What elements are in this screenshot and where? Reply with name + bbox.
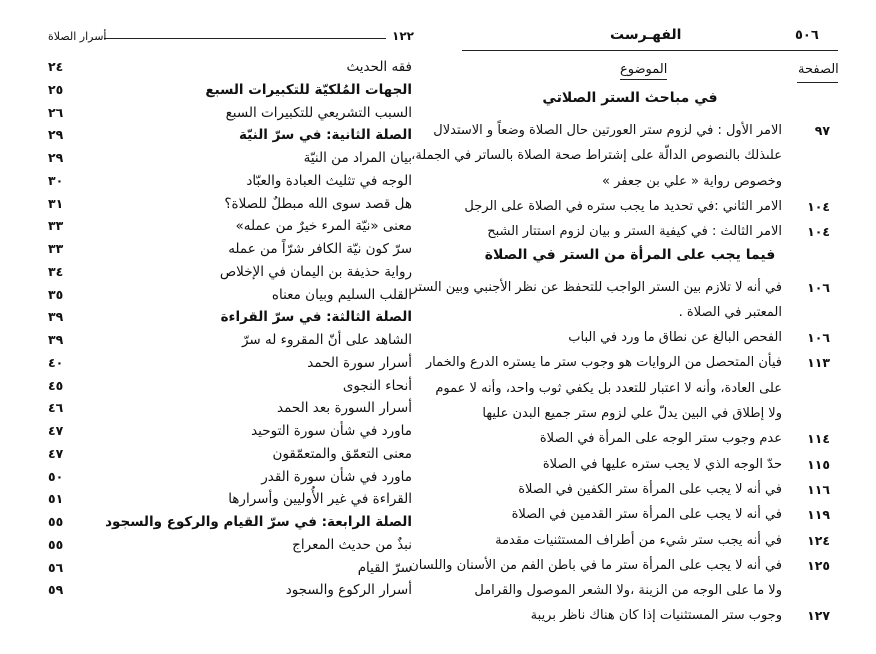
index-entry-line: في أنه لا يجب على المرأة ستر القدمين في الصلاة bbox=[511, 507, 782, 523]
index-entry-title: رواية حذيفة بن اليمان في الإخلاص bbox=[219, 263, 412, 280]
index-entry-line: عدم وجوب ستر الوجه على المرأة في الصلاة bbox=[539, 431, 782, 447]
index-entry bbox=[40, 511, 412, 533]
index-entry-page: ٢٦ bbox=[48, 104, 64, 120]
index-entry-title: الشاهد على أنّ المقروء له سرّ bbox=[241, 332, 412, 348]
index-entry-title bbox=[460, 452, 782, 477]
left-running-title: أسرار الصلاة bbox=[48, 30, 107, 43]
index-entry-page: ٥٥ bbox=[48, 514, 64, 529]
index-entry-title bbox=[460, 219, 782, 244]
index-entry-page: ١٠٦ bbox=[807, 279, 830, 295]
index-entry bbox=[455, 452, 830, 477]
index-entry bbox=[411, 118, 830, 194]
index-entry-title: أسرار سورة الحمد bbox=[307, 354, 412, 371]
index-entry-title bbox=[460, 426, 782, 451]
index-entry-page: ٥٥ bbox=[48, 536, 64, 552]
index-entry-title: الصلة الثانية: في سرّ النيّة bbox=[238, 127, 412, 144]
index-entry-page: ٢٩ bbox=[48, 127, 64, 143]
index-entry bbox=[455, 219, 830, 244]
index-entry-title bbox=[411, 118, 782, 194]
index-entry bbox=[40, 488, 412, 510]
index-entry bbox=[40, 147, 412, 169]
index-entry bbox=[455, 426, 830, 451]
index-entry bbox=[40, 420, 412, 442]
index-entry-line: في أنه لا تلازم بين الستر الواجب للتحفظ عن نظر الأجنبي وبين الستر bbox=[411, 279, 782, 295]
index-entry-page: ١١٤ bbox=[807, 431, 830, 447]
index-entry-page: ٣٠ bbox=[48, 172, 64, 188]
left-page-number: ١٢٢ bbox=[392, 29, 414, 43]
index-entry-page: ٢٩ bbox=[48, 150, 64, 165]
section-heading: في مباحث الستر الصلاتي bbox=[542, 90, 718, 106]
index-entry-title: نبذٌ من حديث المعراج bbox=[292, 536, 412, 553]
index-entry-line: في أنه لا يجب على المرأة ستر ما في باطن الفم من الأسنان واللسان bbox=[409, 557, 782, 573]
index-entry bbox=[40, 124, 412, 146]
index-entry bbox=[40, 215, 412, 237]
index-entry bbox=[409, 553, 830, 604]
index-entry-line: الفحص البالغ عن نطاق ما ورد في الباب bbox=[568, 330, 782, 346]
index-entry-page: ١١٥ bbox=[807, 456, 830, 472]
index-entry-page: ٣٤ bbox=[48, 263, 64, 279]
index-entry bbox=[40, 557, 412, 579]
column-header-page-underline bbox=[797, 82, 838, 83]
index-entry-page: ٥٠ bbox=[48, 468, 64, 484]
index-entry bbox=[40, 102, 412, 124]
index-entry-title bbox=[460, 194, 782, 219]
index-entry-page: ٥٦ bbox=[48, 559, 64, 575]
index-entry-page: ٣٣ bbox=[48, 241, 64, 256]
index-entry-title: سرّ كون نيّة الكافر شرّاً من عمله bbox=[228, 241, 412, 257]
index-entry-line: فيأن المتحصل من الروايات هو وجوب ستر ما يستره الدرع والخمار bbox=[425, 355, 782, 371]
section-heading: فيما يجب على المرأة من الستر في الصلاة bbox=[484, 246, 776, 263]
index-entry-page: ١٠٤ bbox=[807, 198, 830, 214]
index-entry-page: ١٢٥ bbox=[807, 557, 830, 573]
index-entry-title: معنى التعمّق والمتعمّقون bbox=[272, 445, 412, 462]
index-entry-title: هل قصد سوى الله مبطلٌ للصلاة؟ bbox=[224, 195, 412, 212]
index-entry-page: ١١٣ bbox=[807, 355, 830, 371]
index-entry-title: ماورد في شأن سورة القدر bbox=[261, 468, 412, 485]
index-entry-page: ٣٣ bbox=[48, 218, 64, 234]
index-entry bbox=[411, 275, 830, 326]
index-entry-title: سرّ القيام bbox=[357, 559, 412, 576]
index-entry bbox=[40, 238, 412, 260]
index-entry-page: ٢٥ bbox=[48, 81, 64, 97]
index-entry bbox=[40, 466, 412, 488]
index-entry-title: الجهات المُلكيّة للتكبيرات السبع bbox=[205, 81, 412, 98]
index-entry-line: حدّ الوجه الذي لا يجب ستره عليها في الصلاة bbox=[542, 456, 782, 472]
index-entry-page: ١٢٧ bbox=[807, 608, 830, 624]
index-entry-page: ٣١ bbox=[48, 195, 64, 211]
index-entry-page: ١١٦ bbox=[807, 481, 830, 497]
index-entry bbox=[455, 528, 830, 553]
index-entry-title bbox=[460, 528, 782, 553]
index-entry-page: ٩٧ bbox=[814, 123, 830, 138]
index-entry-page: ٢٤ bbox=[48, 59, 64, 74]
index-entry-line: وجوب ستر المستثنيات إذا كان هناك ناظر بريبة bbox=[530, 608, 782, 624]
index-entry-title bbox=[411, 275, 782, 326]
index-entry-line: الامر الثاني :في تحديد ما يجب ستره في الصلاة على الرجل bbox=[464, 198, 782, 214]
index-entry-title: أنحاء النجوى bbox=[342, 377, 412, 394]
index-entry bbox=[455, 603, 830, 628]
index-entry-title bbox=[425, 350, 782, 426]
index-entry-page: ١٠٤ bbox=[807, 224, 830, 240]
index-entry-page: ٤٧ bbox=[48, 423, 64, 438]
index-entry-line: الامر الثالث : في كيفية الستر و بيان لزوم استتار الشبح bbox=[487, 224, 782, 240]
index-entry-title: ماورد في شأن سورة التوحيد bbox=[251, 423, 412, 439]
index-entry-title bbox=[460, 603, 782, 628]
index-entry-title: فقه الحديث bbox=[346, 59, 412, 75]
index-entry-line: المعتبر في الصلاة . bbox=[678, 304, 782, 320]
index-entry-line: ولا إطلاق في البين يدلّ علي لزوم ستر جميع البدن عليها bbox=[482, 405, 782, 421]
index-entry-page: ١٢٤ bbox=[807, 532, 830, 548]
index-entry-page: ٣٩ bbox=[48, 332, 64, 347]
index-entry-page: ٤٧ bbox=[48, 445, 64, 461]
index-entry bbox=[40, 306, 412, 328]
index-entry-title: أسرار السورة بعد الحمد bbox=[277, 400, 412, 417]
index-entry bbox=[40, 56, 412, 78]
index-entry-title bbox=[409, 553, 782, 604]
right-page-number: ٥٠٦ bbox=[795, 28, 819, 43]
index-entry-title bbox=[460, 477, 782, 502]
index-entry bbox=[40, 375, 412, 397]
index-entry bbox=[40, 170, 412, 192]
index-entry-line: في أنه لا يجب على المرأة ستر الكفين في الصلاة bbox=[518, 481, 782, 497]
index-entry bbox=[40, 79, 412, 101]
index-entry-page: ٣٥ bbox=[48, 286, 64, 302]
index-entry-title: الصلة الثالثة: في سرّ القراءة bbox=[220, 309, 412, 326]
index-entry bbox=[40, 443, 412, 465]
index-entry bbox=[40, 352, 412, 374]
index-entry-title: الصلة الرابعة: في سرّ القيام والركوع والسجود bbox=[105, 514, 412, 530]
index-entry-title: القلب السليم وبيان معناه bbox=[271, 286, 412, 303]
index-entry-line: علىذلك بالنصوص الدالّة على إشتراط صحة الصلاة بالساتر في الجملة، bbox=[411, 148, 782, 164]
index-entry-line: على العادة، وأنه لا اعتبار للتعدد بل يكفي ثوب واحد، وأنه لا عموم bbox=[435, 380, 782, 396]
index-entry-line: ولا ما على الوجه من الزينة ،ولا الشعر الموصول والقرامل bbox=[474, 583, 782, 599]
index-entry-page: ٣٩ bbox=[48, 309, 64, 325]
right-running-title: الفهـرست bbox=[610, 27, 682, 43]
index-entry bbox=[425, 350, 830, 426]
index-entry bbox=[40, 397, 412, 419]
index-entry bbox=[40, 193, 412, 215]
index-entry bbox=[455, 325, 830, 350]
index-entry-title: بيان المراد من النيّة bbox=[303, 150, 412, 166]
column-header-topic: الموضوع bbox=[620, 62, 667, 80]
index-entry-title: القراءة في غير الأُوليين وأسرارها bbox=[228, 491, 412, 508]
index-entry bbox=[40, 579, 412, 601]
index-entry-page: ٤٦ bbox=[48, 400, 64, 416]
index-entry-title: الوجه في تثليث العبادة والعبّاد bbox=[246, 172, 412, 189]
index-entry-title bbox=[460, 325, 782, 350]
index-entry bbox=[455, 194, 830, 219]
left-header-rule bbox=[104, 38, 386, 39]
index-entry-page: ١٠٦ bbox=[807, 330, 830, 346]
index-entry-title: أسرار الركوع والسجود bbox=[285, 582, 412, 599]
index-entry bbox=[455, 502, 830, 527]
index-entry-line: وخصوص رواية « علي بن جعفر » bbox=[602, 173, 782, 189]
index-entry-title: السبب التشريعي للتكبيرات السبع bbox=[225, 104, 412, 121]
index-entry-line: في أنه يجب ستر شيء من أطراف المستثنيات مقدمة bbox=[495, 532, 782, 548]
index-entry-page: ٥١ bbox=[48, 491, 64, 507]
index-entry-title: معنى «نيّة المرء خيرٌ من عمله» bbox=[235, 218, 412, 235]
index-entry-title bbox=[460, 502, 782, 527]
index-entry-page: ٤٠ bbox=[48, 354, 64, 370]
index-entry-page: ٥٩ bbox=[48, 582, 64, 598]
index-entry-line: الامر الأول : في لزوم ستر العورتين حال الصلاة وضعاً و الاستدلال bbox=[433, 123, 782, 138]
index-entry bbox=[40, 534, 412, 556]
index-entry bbox=[40, 329, 412, 351]
right-header-rule bbox=[462, 50, 838, 51]
column-header-page: الصفحة bbox=[798, 62, 839, 77]
index-entry-page: ١١٩ bbox=[807, 507, 830, 523]
index-entry bbox=[455, 477, 830, 502]
index-entry-page: ٤٥ bbox=[48, 377, 64, 393]
index-entry bbox=[40, 261, 412, 283]
index-entry bbox=[40, 284, 412, 306]
